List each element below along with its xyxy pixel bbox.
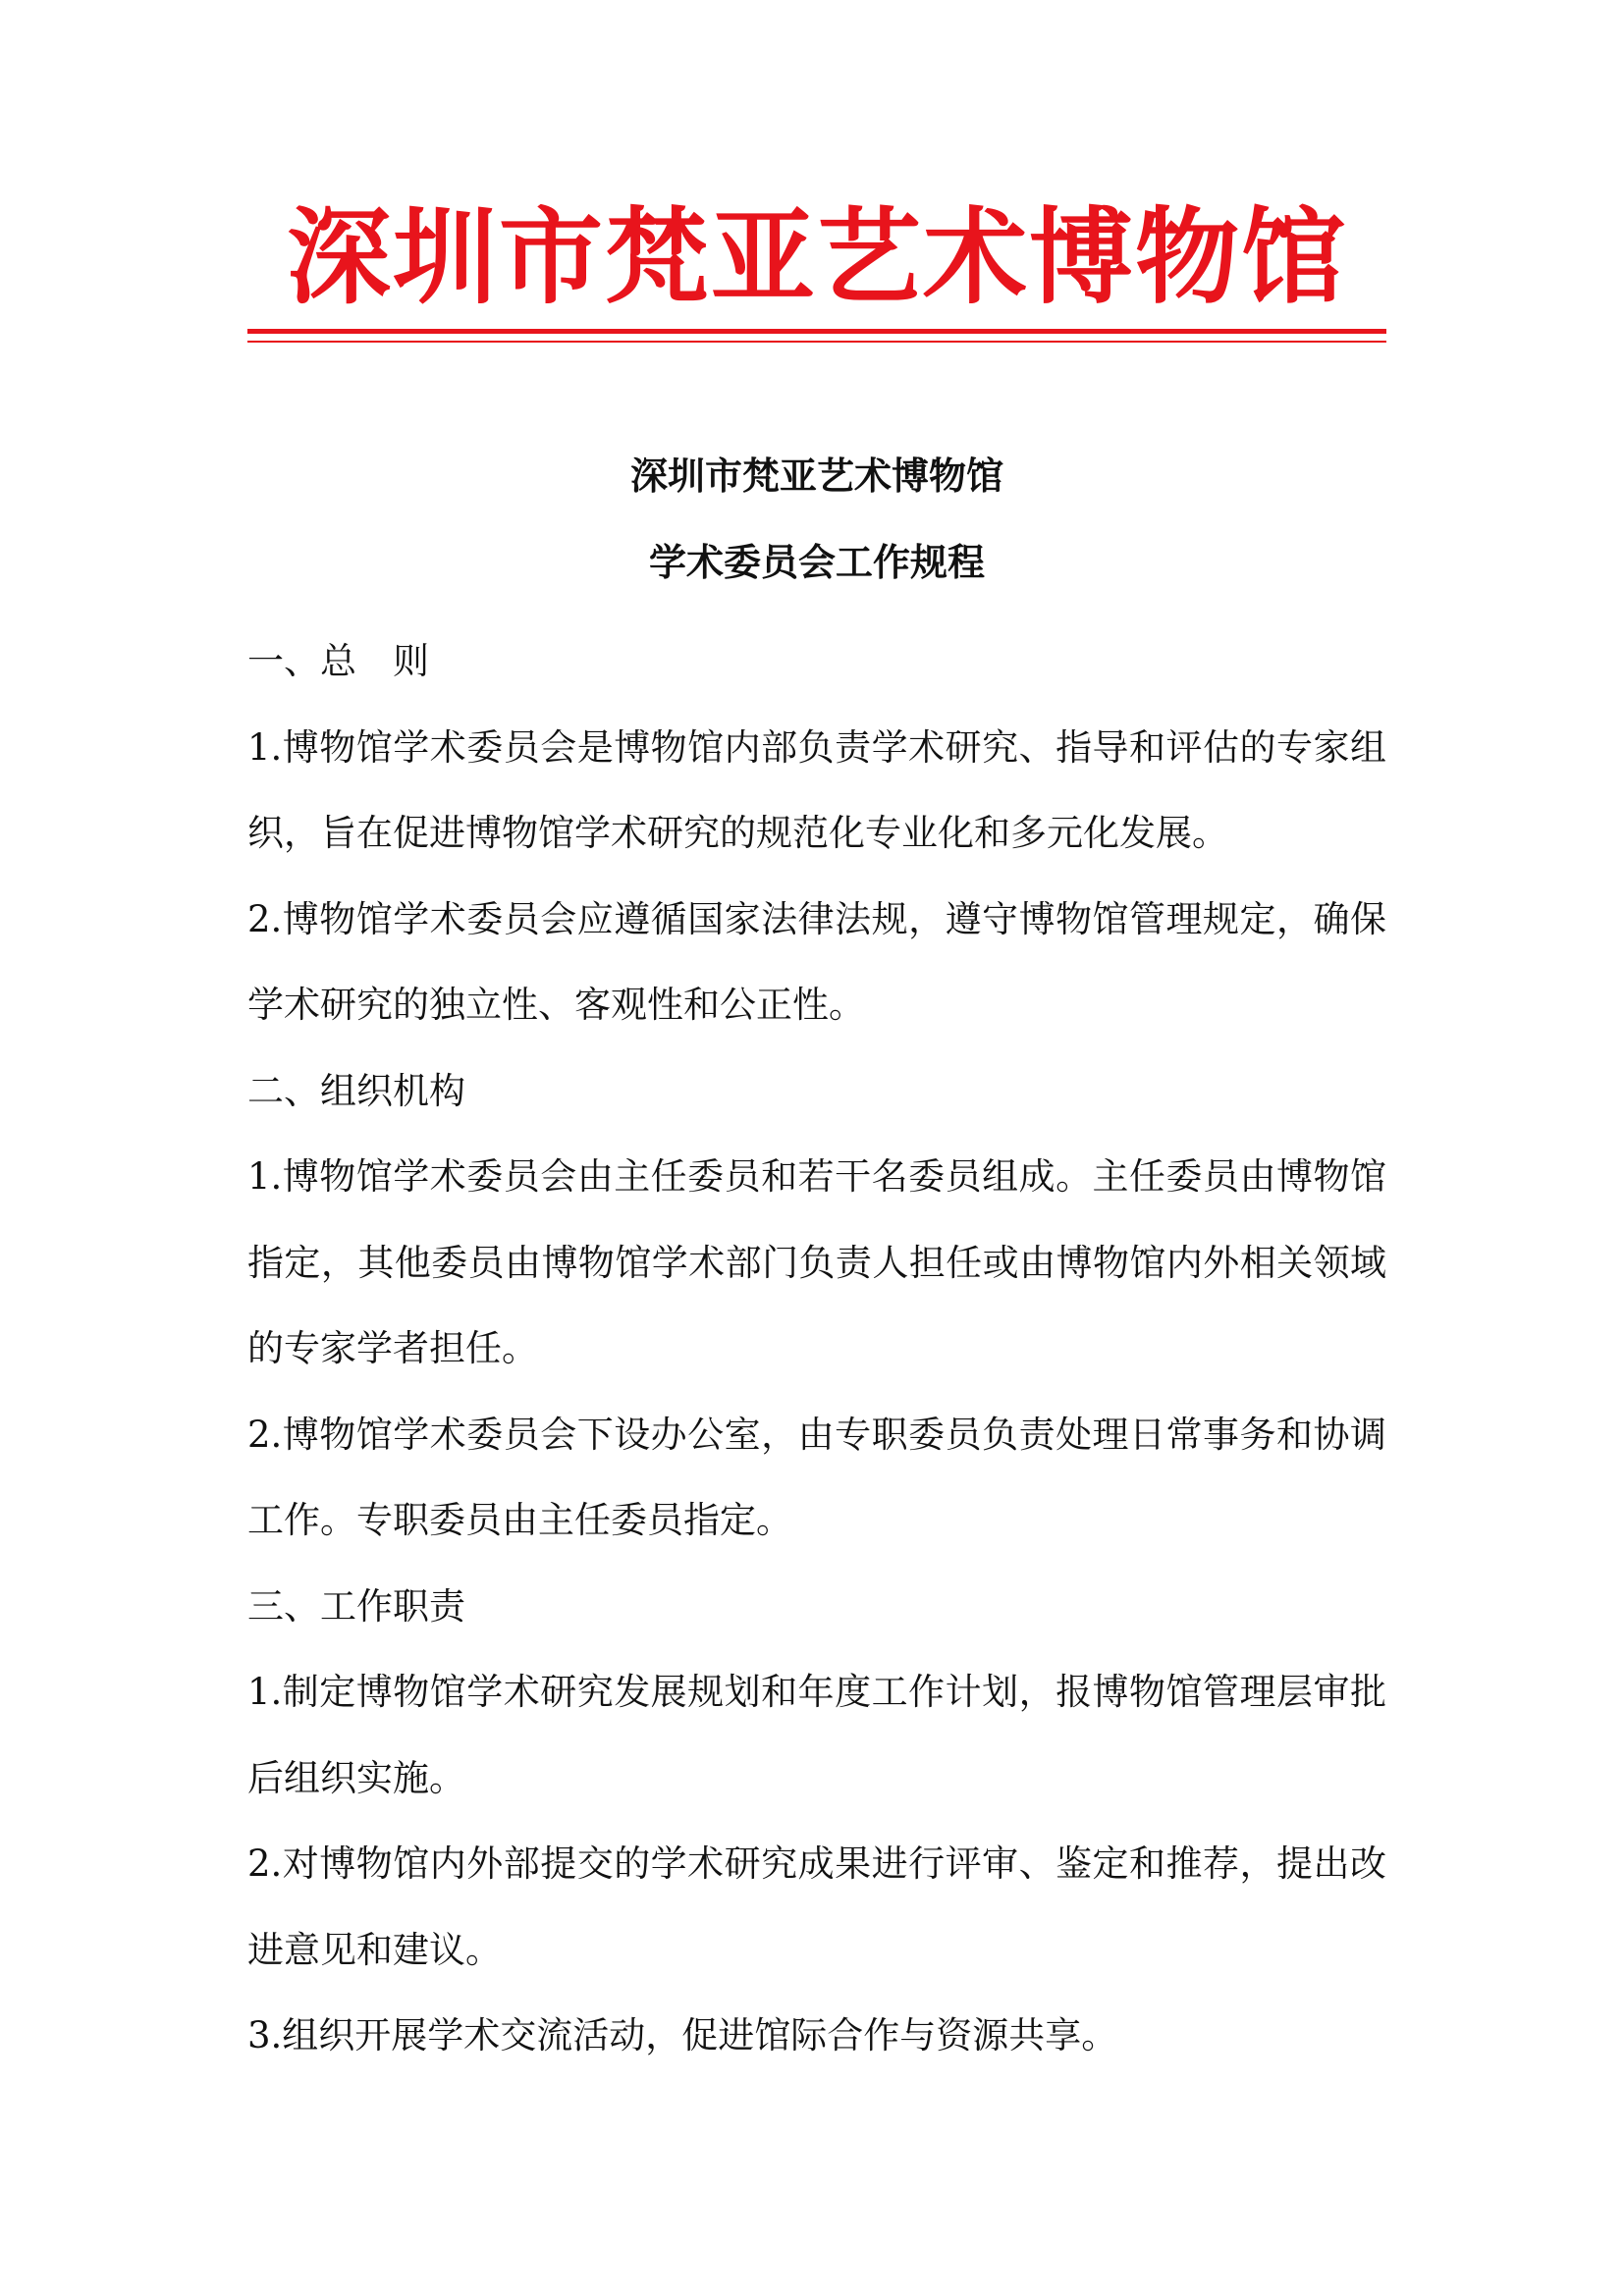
paragraph: 2.博物馆学术委员会应遵循国家法律法规，遵守博物馆管理规定，确保学术研究的独立性、客观性和公正性。 [247,897,1386,1026]
paragraph: 1.制定博物馆学术研究发展规划和年度工作计划，报博物馆管理层审批后组织实施。 [247,1671,1386,1799]
masthead-org-name: 深圳市梵亚艺术博物馆 [287,197,1347,318]
section-organization [247,1048,1386,1564]
paragraph: 2.博物馆学术委员会下设办公室，由专职委员负责处理日常事务和协调工作。专职委员由主任委员指定。 [247,1413,1386,1541]
document-title-line-2: 学术委员会工作规程 [648,541,985,584]
section-heading: 二、组织机构 [247,1069,465,1112]
masthead-rule-thick [247,329,1386,334]
paragraph: 2.对博物馆内外部提交的学术研究成果进行评审、鉴定和推荐，提出改进意见和建议。 [247,1842,1386,1971]
paragraph: 1.博物馆学术委员会是博物馆内部负责学术研究、指导和评估的专家组织，旨在促进博物馆学术研究的规范化专业化和多元化发展。 [247,725,1386,854]
section-responsibilities [247,1564,1386,2079]
section-heading: 一、总 则 [247,640,429,682]
paragraph: 1.博物馆学术委员会由主任委员和若干名委员组成。主任委员由博物馆指定，其他委员由博物馆学术部门负责人担任或由博物馆内外相关领域的专家学者担任。 [247,1155,1386,1369]
masthead-rule-thin [247,341,1386,343]
section-general-principles [247,618,1386,1048]
paragraph: 3.组织开展学术交流活动，促进馆际合作与资源共享。 [247,2014,1118,2056]
document-body [247,618,1386,2079]
section-heading: 三、工作职责 [247,1584,465,1628]
document-title-line-1: 深圳市梵亚艺术博物馆 [629,454,1003,498]
